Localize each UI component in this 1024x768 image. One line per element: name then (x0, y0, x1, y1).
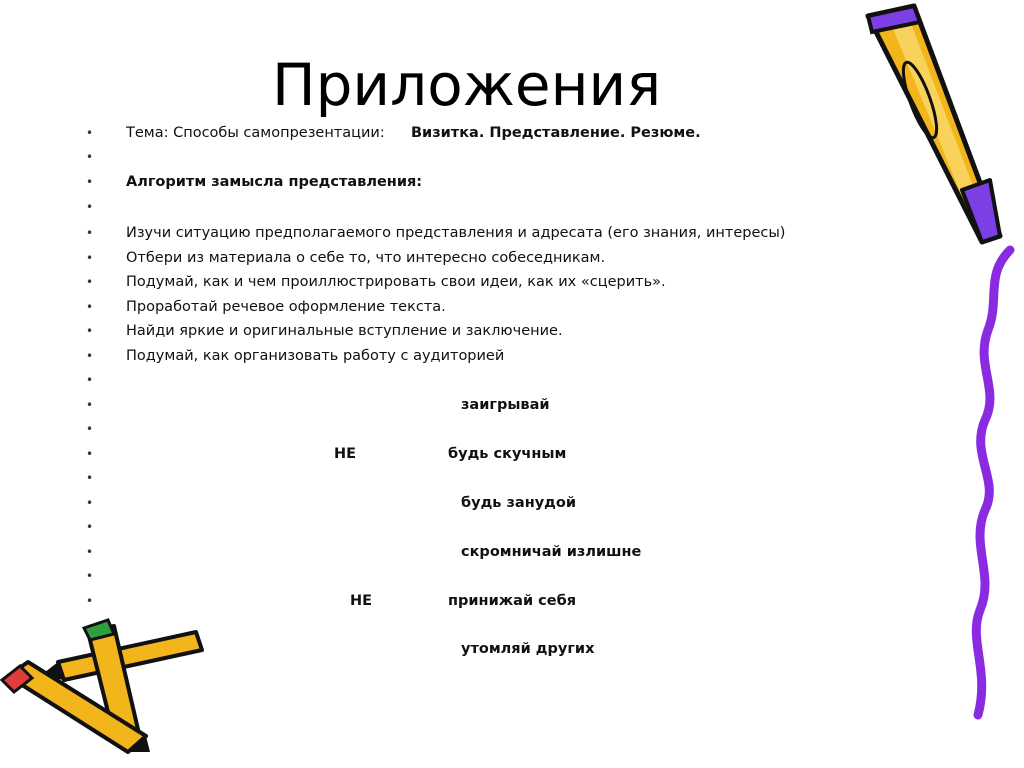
bullet-text: утомляй других (461, 641, 595, 657)
bullet-text: Тема: Способы самопрезентации: (126, 125, 385, 141)
bullet-icon: • (86, 594, 94, 608)
bullet-icon: • (86, 520, 94, 534)
bullet-row (86, 271, 886, 293)
bullet-row (86, 467, 886, 489)
bullet-row (86, 638, 886, 660)
bullet-text: Изучи ситуацию предполагаемого представления и адресата (его знания, интересы) (126, 225, 786, 241)
bullet-row (86, 443, 886, 465)
bullet-row (86, 369, 886, 391)
bullet-row (86, 146, 886, 168)
bullet-icon: • (86, 150, 94, 164)
bullet-text: Алгоритм замысла представления: (126, 174, 423, 190)
bullet-row (86, 296, 886, 318)
bullet-row (86, 122, 886, 144)
bullet-row (86, 171, 886, 193)
bullet-row (86, 345, 886, 367)
bullet-row (86, 222, 886, 244)
bullet-text: Подумай, как и чем проиллюстрировать свои идеи, как их «сцерить». (126, 274, 666, 290)
big-pencil-icon (868, 6, 1000, 242)
bullet-row (86, 541, 886, 563)
slide-title: Приложения (272, 51, 662, 119)
bullet-icon: • (86, 398, 94, 412)
bullet-icon: • (86, 300, 94, 314)
bullet-row (86, 394, 886, 416)
bullet-text: Отбери из материала о себе то, что интересно собеседникам. (126, 250, 606, 266)
bullet-row (86, 492, 886, 514)
bullet-row (86, 247, 886, 269)
bullet-icon: • (86, 251, 94, 265)
bullet-row (86, 196, 886, 218)
bullet-text: заигрывай (461, 397, 550, 413)
bullet-icon: • (86, 373, 94, 387)
bullet-icon: • (86, 175, 94, 189)
bullet-text: будь скучным (448, 446, 567, 462)
bullet-text: Найди яркие и оригинальные вступление и заключение. (126, 323, 563, 339)
bullet-row (86, 418, 886, 440)
bullet-text: скромничай излишне (461, 544, 642, 560)
bullet-icon: • (86, 569, 94, 583)
bullet-icon: • (86, 349, 94, 363)
bullet-icon: • (86, 422, 94, 436)
bullet-icon: • (86, 200, 94, 214)
bullet-icon: • (86, 545, 94, 559)
bullet-icon: • (86, 126, 94, 140)
bullet-icon: • (86, 496, 94, 510)
bullet-icon: • (86, 226, 94, 240)
bullet-icon: • (86, 471, 94, 485)
bullet-row (86, 590, 886, 612)
bullet-icon: • (86, 447, 94, 461)
bullet-icon: • (86, 324, 94, 338)
bullet-row (86, 516, 886, 538)
bullet-text: Проработай речевое оформление текста. (126, 299, 446, 315)
bullet-row (86, 565, 886, 587)
bullet-text: НЕ (350, 593, 373, 609)
bullet-text: Подумай, как организовать работу с аудиторией (126, 348, 505, 364)
bullet-text: будь занудой (461, 495, 577, 511)
purple-ribbon (976, 250, 1010, 715)
bullet-icon: • (86, 275, 94, 289)
bullet-text: НЕ (334, 446, 357, 462)
bullet-text: принижай себя (448, 593, 577, 609)
bullet-text: Визитка. Представление. Резюме. (411, 125, 701, 141)
bullet-row (86, 320, 886, 342)
